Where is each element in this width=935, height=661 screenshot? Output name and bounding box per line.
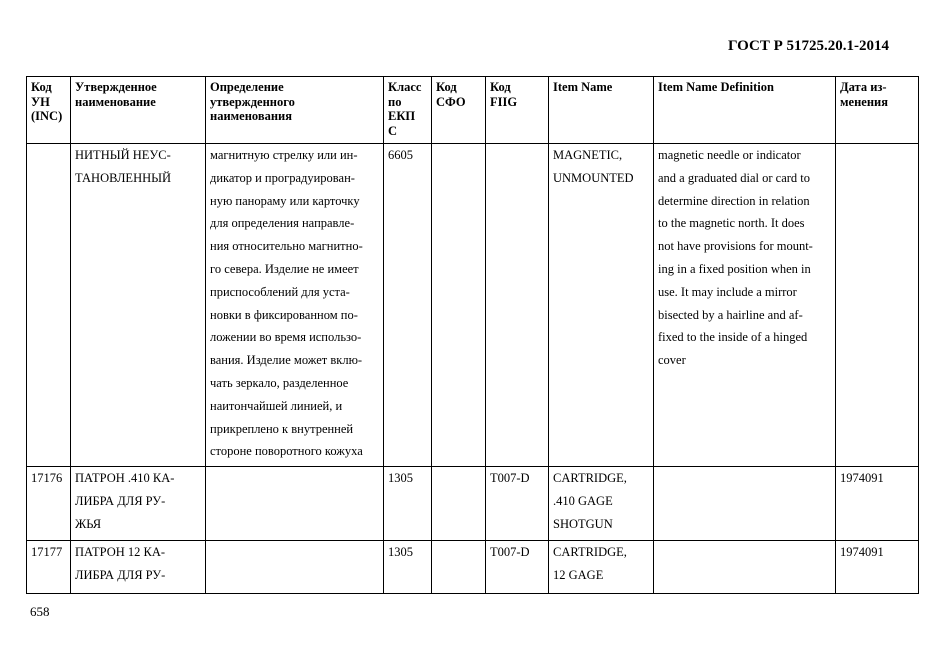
cell-name-ru: ПАТРОН 12 КА- ЛИБРА ДЛЯ РУ- xyxy=(71,541,206,594)
cell-item-def xyxy=(654,541,836,594)
col-header-class: Класс по ЕКП С xyxy=(384,77,432,144)
cell-inc xyxy=(27,144,71,467)
cell-item-def: magnetic needle or indicator and a graduated dial or card to determine direction in relation to the magnetic north. It does not have provisions for mount- ing in a fixed position when in use. It may include a mirror bisected by a hairline and af- fixed to the inside of a hinged cover xyxy=(654,144,836,467)
cell-sfo xyxy=(432,541,486,594)
col-header-date: Дата из- менения xyxy=(836,77,919,144)
cell-date xyxy=(836,144,919,467)
cell-class: 1305 xyxy=(384,541,432,594)
cell-definition-ru: магнитную стрелку или ин- дикатор и проградуирован- ную панораму или карточку для определения направле- ния относительно магнитно- го севера. Изделие не имеет приспособлений для уста- новки в фиксированном по- ложении во время использо- вания. Изделие может вклю- чать зеркало, разделенное наитончайшей линией, и прикреплено к внутренней стороне поворотного кожуха xyxy=(206,144,384,467)
table-row xyxy=(27,144,919,467)
col-header-name-ru: Утвержденное наименование xyxy=(71,77,206,144)
cell-name-ru: ПАТРОН .410 КА- ЛИБРА ДЛЯ РУ- ЖЬЯ xyxy=(71,467,206,541)
col-header-inc: Код УН (INC) xyxy=(27,77,71,144)
cell-item-def xyxy=(654,467,836,541)
cell-definition-ru xyxy=(206,541,384,594)
cell-inc: 17176 xyxy=(27,467,71,541)
cell-fiig: T007-D xyxy=(486,467,549,541)
cell-date: 1974091 xyxy=(836,467,919,541)
nomenclature-table xyxy=(26,76,919,594)
col-header-sfo: Код СФО xyxy=(432,77,486,144)
cell-definition-ru xyxy=(206,467,384,541)
col-header-item-name: Item Name xyxy=(549,77,654,144)
cell-name-ru: НИТНЫЙ НЕУС- ТАНОВЛЕННЫЙ xyxy=(71,144,206,467)
table-row xyxy=(27,541,919,594)
col-header-item-def: Item Name Definition xyxy=(654,77,836,144)
table-row xyxy=(27,467,919,541)
cell-item-name: CARTRIDGE, .410 GAGE SHOTGUN xyxy=(549,467,654,541)
cell-inc: 17177 xyxy=(27,541,71,594)
cell-item-name: CARTRIDGE, 12 GAGE xyxy=(549,541,654,594)
table-header-row xyxy=(27,77,919,144)
col-header-definition-ru: Определение утвержденного наименования xyxy=(206,77,384,144)
cell-date: 1974091 xyxy=(836,541,919,594)
cell-class: 1305 xyxy=(384,467,432,541)
cell-fiig: T007-D xyxy=(486,541,549,594)
col-header-fiig: Код FIIG xyxy=(486,77,549,144)
cell-fiig xyxy=(486,144,549,467)
cell-class: 6605 xyxy=(384,144,432,467)
cell-sfo xyxy=(432,467,486,541)
document-code: ГОСТ Р 51725.20.1-2014 xyxy=(727,38,889,54)
cell-item-name: MAGNETIC, UNMOUNTED xyxy=(549,144,654,467)
page-number: 658 xyxy=(30,604,50,619)
cell-sfo xyxy=(432,144,486,467)
